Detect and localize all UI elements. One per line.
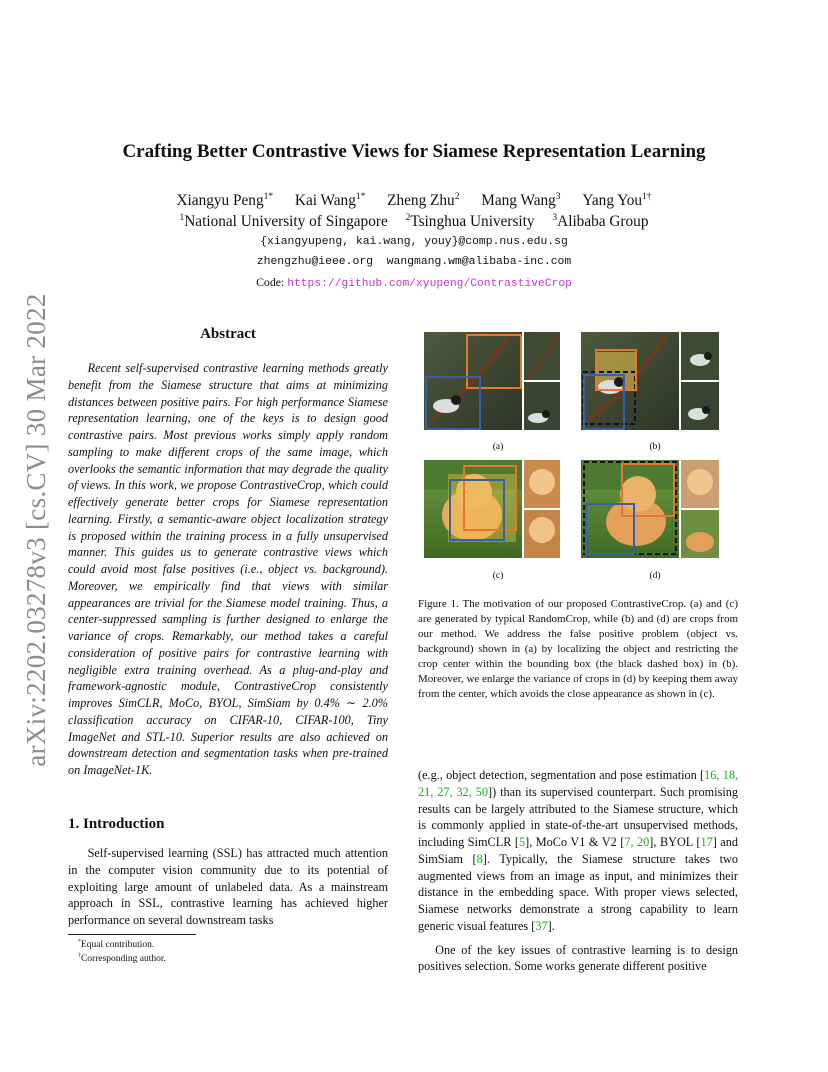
citation-link[interactable]: 17: [700, 835, 713, 849]
email-line-2: zhengzhu@ieee.org wangmang.wm@alibaba-inc.com: [256, 256, 572, 268]
text-run: ], BYOL [: [649, 835, 701, 849]
text-run: ]. Typically, the Siamese structure takes two augmented views from an image as input, and minimizes their distance in the embedding space. With proper views selected, Siamese networks demonstrate a strong capability to learn generic visual features [: [418, 851, 738, 933]
affiliation: [406, 213, 535, 230]
crop-view-2: [524, 382, 560, 430]
footnote-corresponding: [78, 954, 166, 964]
panel-label-b: (b): [649, 442, 661, 452]
crop-view-2: [681, 382, 719, 430]
panel-label-a: (a): [492, 442, 504, 452]
right-column-body: [418, 767, 738, 975]
panel-b: [581, 332, 719, 430]
affiliation-name: National University of Singapore: [184, 213, 388, 230]
crop-bird-head: [704, 352, 712, 360]
author-name: Zheng Zhu: [387, 192, 455, 209]
section-heading-introduction: 1. Introduction: [68, 816, 165, 832]
author-list: [0, 192, 828, 210]
introduction-text: Self-supervised learning (SSL) has attracted much attention in the computer vision community due to its potential of exploiting large amount of unlabeled data. As a mainstream approach in SSL, contrastive learning has achieved higher performance on several downstream tasks: [68, 846, 388, 927]
author-mark: 2: [454, 191, 460, 202]
author-name: Kai Wang: [294, 192, 356, 209]
affiliation-mark: 3: [552, 212, 558, 223]
bird-head: [614, 377, 624, 387]
footnote-rule: [68, 934, 196, 935]
footnote-mark: *: [78, 938, 81, 945]
footnote-text: Equal contribution.: [80, 940, 155, 950]
affiliation: [180, 213, 388, 230]
arxiv-watermark: arXiv:2202.03278v3 [cs.CV] 30 Mar 2022: [21, 293, 51, 767]
citation-link[interactable]: 37: [535, 918, 548, 933]
crop-bird-head: [542, 410, 550, 418]
corgi-head: [620, 476, 656, 512]
code-line: [0, 275, 828, 290]
text-run: (e.g., object detection, segmentation and pose estimation [: [418, 768, 705, 782]
bird-head: [451, 395, 461, 405]
panel-label-d: (d): [649, 571, 661, 581]
panel-a: [424, 332, 560, 430]
highlight-region: [448, 474, 516, 542]
figure-caption: Figure 1. The motivation of our proposed ContrastiveCrop. (a) and (c) are generated by typical RandomCrop, while (b) and (d) are crops from our method. We address the false positive problem (object vs. background) shown in (a) by localizing the object and restricting the crop center within the bounding box (the black dashed box) in (b). Moreover, we enlarge the variance of crops in (d) by keeping them away from the center, which avoids the close appearance as shown in (c).: [418, 598, 738, 700]
affiliation: [552, 213, 648, 230]
text-run: ], MoCo V1 & V2 [: [525, 835, 625, 849]
email-line-1: {xiangyupeng, kai.wang, youy}@comp.nus.edu.sg: [260, 236, 568, 248]
affiliation-name: Alibaba Group: [557, 213, 649, 230]
author-mark: 3: [555, 191, 561, 202]
crop-corgi-face: [529, 469, 555, 495]
crop-bird-head: [702, 406, 710, 414]
author: [387, 192, 459, 209]
paragraph: [418, 767, 738, 935]
paper-title: Crafting Better Contrastive Views for Siamese Representation Learning: [122, 141, 706, 162]
panel-label-c: (c): [492, 571, 504, 581]
text-run: ] and SimSiam [: [418, 835, 738, 866]
code-label: Code:: [256, 275, 288, 289]
author-mark: 1*: [355, 191, 366, 202]
author: [481, 192, 560, 209]
crop-corgi-face: [687, 469, 713, 495]
author: [295, 192, 365, 209]
affiliation-mark: 2: [405, 212, 411, 223]
author-name: Xiangyu Peng: [176, 192, 264, 209]
footnote-equal: [78, 940, 154, 950]
crop-corgi-body: [686, 532, 714, 552]
panel-d: [581, 460, 719, 558]
abstract-heading: Abstract: [200, 326, 256, 342]
citation-link[interactable]: 7, 20: [624, 835, 650, 849]
text-run: ].: [547, 918, 555, 933]
figure-1: [424, 332, 742, 584]
footnote-text: Corresponding author.: [80, 954, 166, 964]
paragraph: One of the key issues of contrastive learning is to design positives selection. Some works generate different positive: [418, 942, 738, 974]
citation-link[interactable]: 16, 18, 21, 27, 32, 50: [418, 768, 739, 799]
abstract-body: [68, 360, 388, 779]
affiliation-list: [0, 213, 828, 231]
introduction-body: [68, 845, 388, 929]
abstract-text: Recent self-supervised contrastive learning methods greatly benefit from the Siamese structure that aims at minimizing distances between positive pairs. For high performance Siamese representation learning, one of the keys is to design good contrastive pairs. Most previous works simply apply random sampling to make different crops of the same image, which overlooks the semantic information that may degrade the quality of views. In this work, we propose ContrastiveCrop, which could effectively generate better crops for Siamese representation learning. Firstly, a semantic-aware object localization strategy is proposed within the training process in a fully unsupervised manner. This guides us to generate contrastive views which could avoid most false positives (i.e., object vs. background). Moreover, we empirically find that views with similar appearances are trivial for the Siamese model training. Thus, a center-suppressed sampling is further designed to enlarge the variance of crops. Remarkably, our method takes a careful consideration of positive pairs for contrastive learning with negligible extra training overhead. As a plug-and-play and framework-agnostic module, ContrastiveCrop consistently improves SimCLR, MoCo, BYOL, SimSiam by 0.4% ∼ 2.0% classification accuracy on CIFAR-10, CIFAR-100, Tiny ImageNet and STL-10. Superior results are also achieved on downstream detection and segmentation tasks when pre-trained on ImageNet-1K.: [68, 361, 388, 777]
author-mark: 1†: [642, 191, 652, 202]
code-link[interactable]: https://github.com/xyupeng/ContrastiveCrop: [287, 278, 572, 290]
figure-1-illustration: [424, 332, 742, 584]
author-name: Mang Wang: [481, 192, 556, 209]
panel-c: [424, 460, 560, 558]
text-run: ]) than its supervised counterpart. Such promising results can be largely attributed to the Siamese structure, which is commonly applied in state-of-the-art unsupervised methods, including SimCLR [: [418, 784, 738, 849]
crop-corgi-face: [529, 517, 555, 543]
author-mark: 1*: [263, 191, 274, 202]
author: [177, 192, 274, 209]
citation-link[interactable]: 5: [518, 835, 526, 849]
affiliation-mark: 1: [179, 212, 185, 223]
author: [582, 192, 651, 209]
footnote-mark: †: [78, 952, 81, 959]
author-name: Yang You: [582, 192, 643, 209]
affiliation-name: Tsinghua University: [410, 213, 535, 230]
citation-link[interactable]: 8: [476, 851, 483, 866]
